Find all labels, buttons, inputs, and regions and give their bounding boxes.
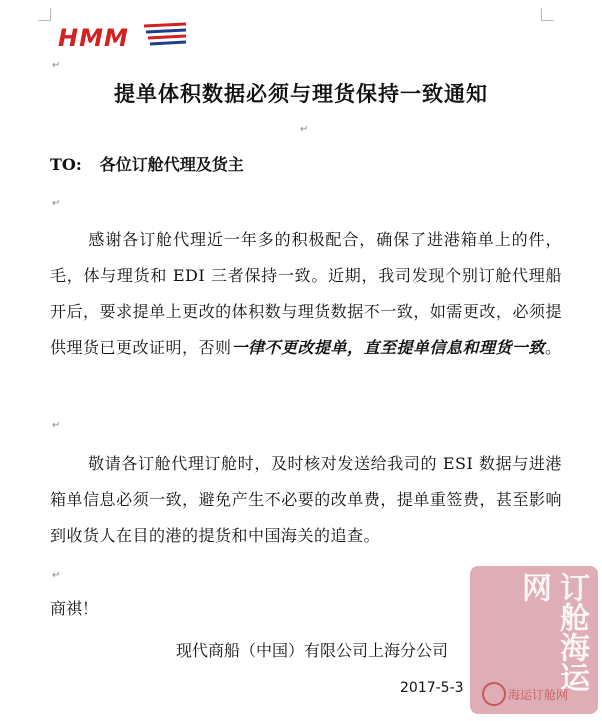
margin-corner-top-right — [541, 8, 554, 21]
notice-title: 提单体积数据必须与理货保持一致通知 — [114, 81, 488, 106]
paragraph-mark-icon: ↵ — [52, 420, 61, 431]
paragraph-1-emphasis: 一律不更改提单，直至提单信息和理货一致 — [231, 338, 546, 357]
paragraph-mark-icon: ↵ — [52, 570, 61, 581]
paragraph-mark-icon: ↵ — [52, 198, 61, 209]
paragraph-mark-icon: ↵ — [300, 124, 309, 135]
notice-date: 2017-5-3 — [400, 680, 464, 696]
recipients: 各位订舱代理及货主 — [99, 155, 244, 174]
recipient-line — [50, 152, 244, 175]
company-signature: 现代商船（中国）有限公司上海分公司 — [176, 641, 449, 660]
logo-text: HMM — [58, 24, 129, 52]
watermark-site-name: 海运订舱网 — [508, 688, 569, 702]
paragraph-1-tail: 。 — [545, 338, 562, 357]
to-label: TO: — [50, 155, 82, 174]
margin-corner-top-left — [38, 8, 51, 21]
closing-greeting: 商祺！ — [50, 599, 99, 618]
paragraph-1-text: 感谢各订舱代理近一年多的积极配合，确保了进港箱单上的件，毛，体与理货和 EDI 三者保持一致。近期，我司发现个别订舱代理船开后，要求提单上更改的体积数与理货数据不一致，如需更改，必须提供理货已更改证明，否则 — [50, 230, 562, 357]
watermark-characters: 订舱海运网 — [516, 572, 589, 692]
hmm-logo — [52, 18, 192, 52]
paragraph-2 — [50, 446, 562, 554]
paragraph-1 — [50, 222, 562, 366]
logo-stripes-icon — [140, 20, 190, 50]
watermark-logo-icon — [482, 682, 506, 706]
paragraph-2-text: 敬请各订舱代理订舱时，及时核对发送给我司的 ESI 数据与进港箱单信息必须一致，避免产生不必要的改单费，提单重签费，甚至影响到收货人在目的港的提货和中国海关的追查。 — [50, 454, 562, 545]
paragraph-mark-icon: ↵ — [52, 60, 61, 71]
